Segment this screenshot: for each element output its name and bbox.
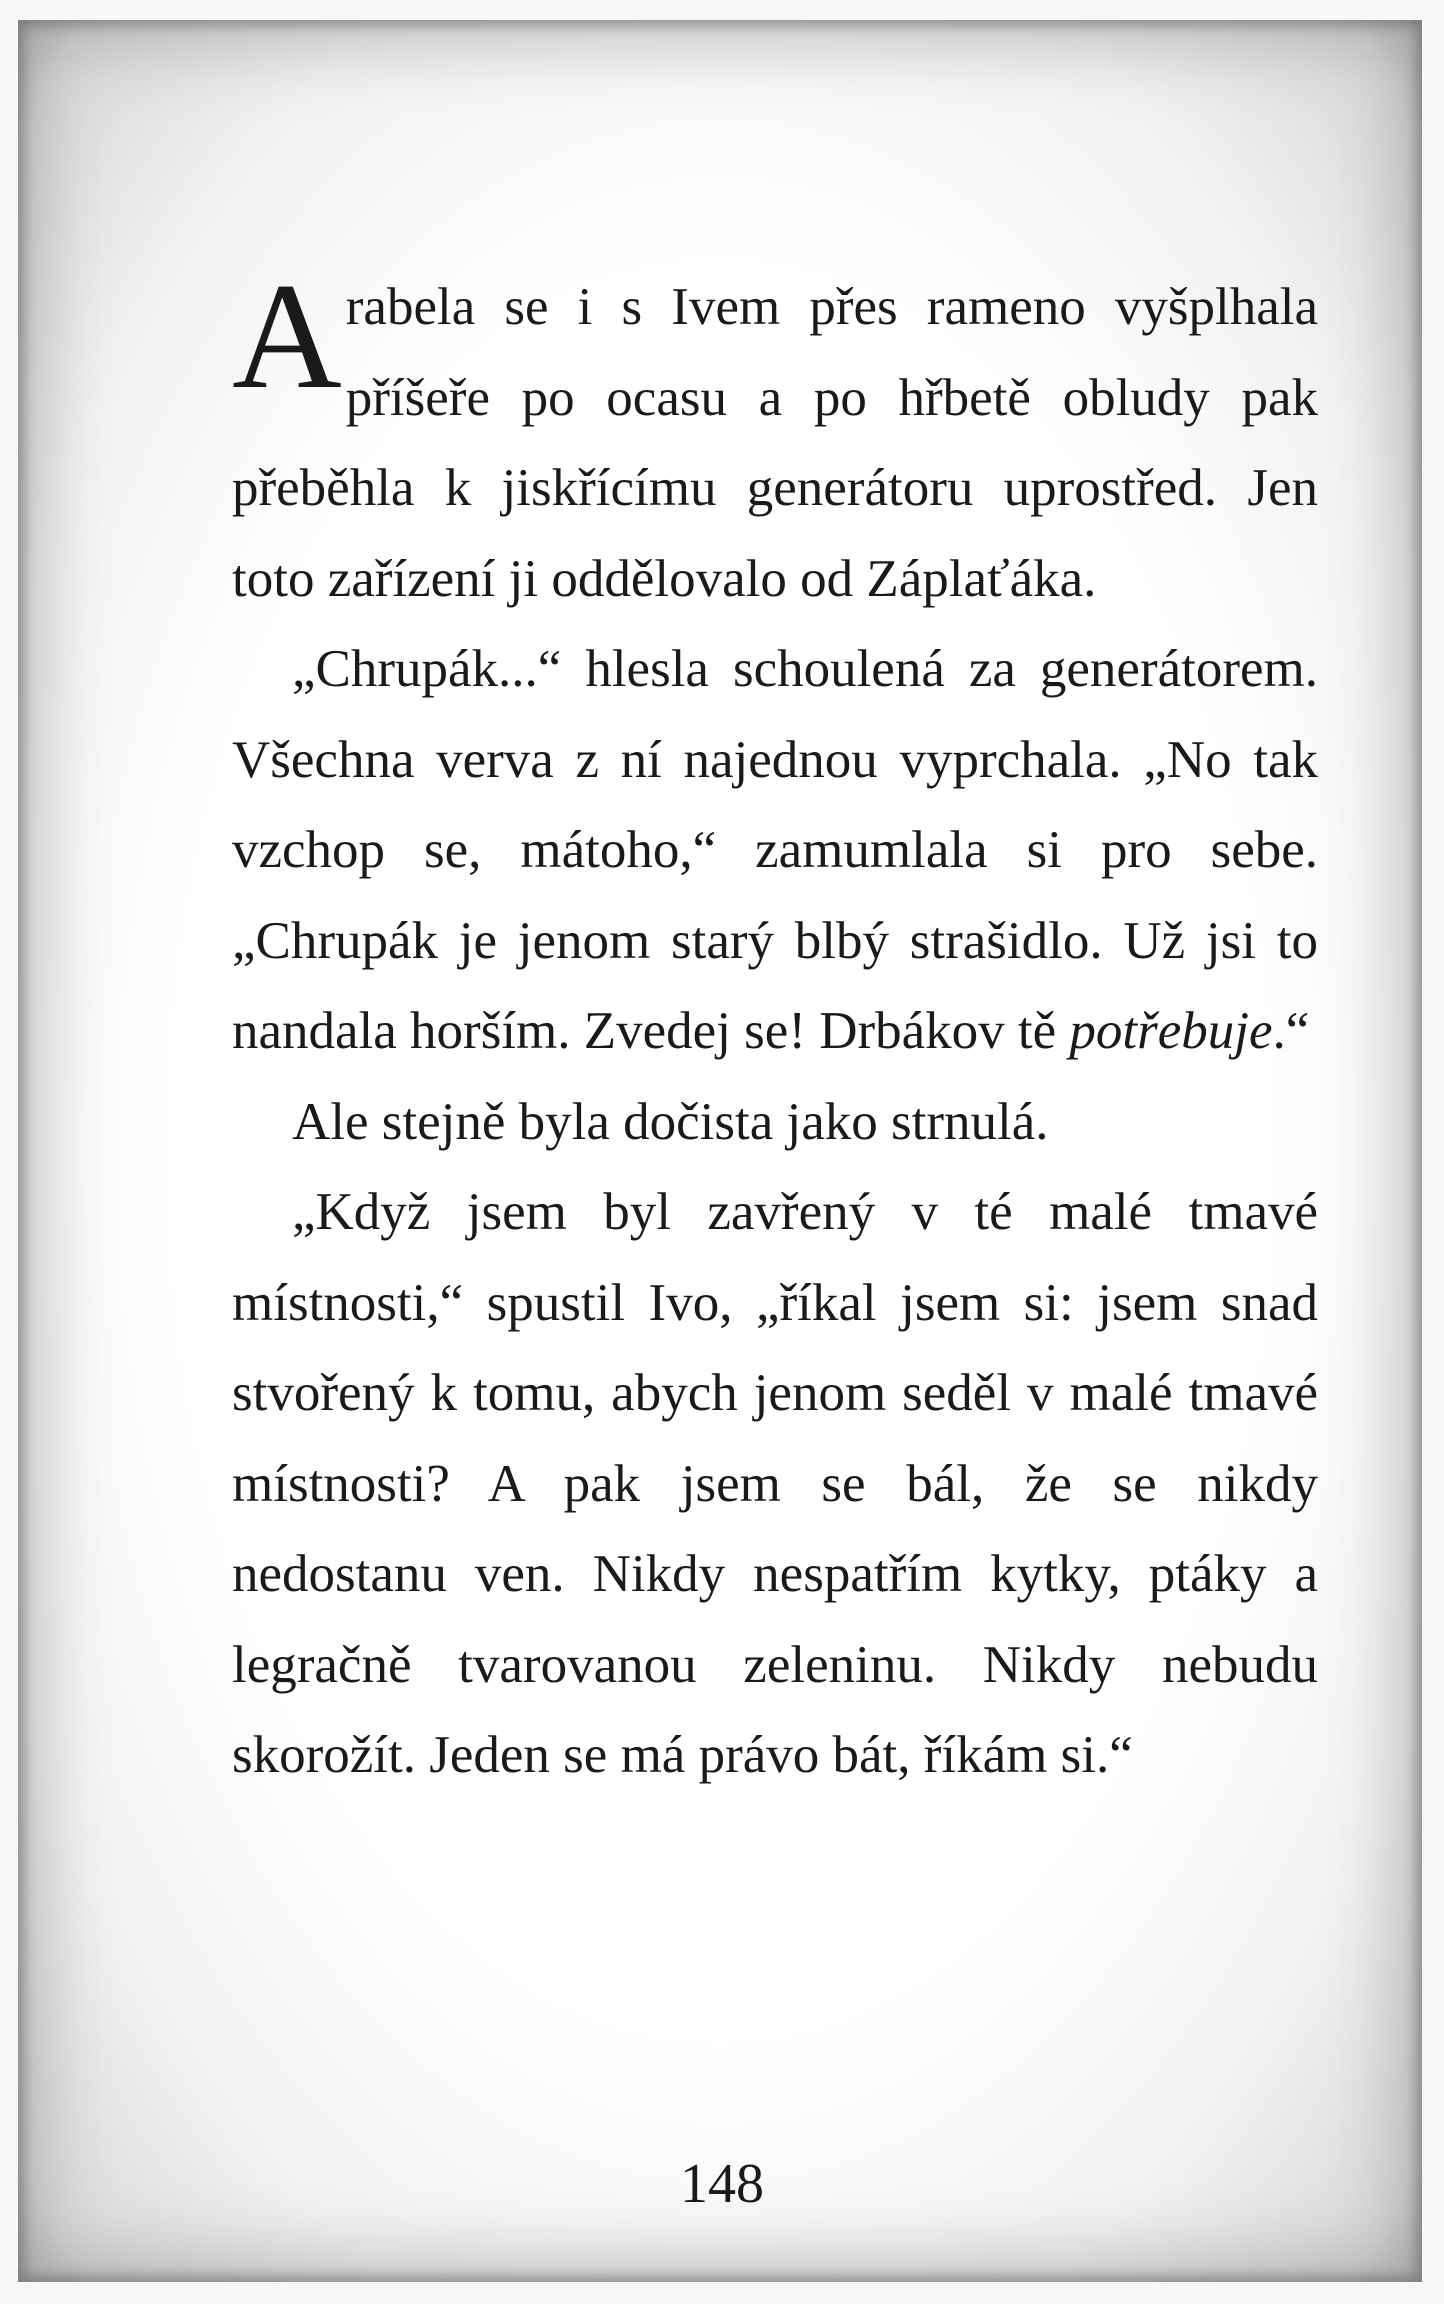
drop-cap: A [232, 252, 342, 420]
paragraph-1 [232, 252, 1318, 624]
paragraph-3 [232, 1077, 1318, 1168]
paragraph-2-italic: potřebuje [1069, 1002, 1273, 1060]
page-number: 148 [680, 2153, 764, 2215]
paragraph-2-tail: .“ [1272, 1002, 1310, 1060]
paragraph-4-text: „Když jsem byl zavřený v té malé tmavé místnosti,“ spustil Ivo, „říkal jsem si: jsem snad stvořený k tomu, abych jenom seděl v malé tmavé místnosti? A pak jsem se bál, že se nikdy nedostanu ven. Nikdy nespatřím kytky, ptáky a legračně tvarovanou zeleninu. Nikdy nebudu skorožít. Jeden se má právo bát, říkám si.“ [232, 1183, 1318, 1784]
body-text [232, 252, 1318, 1801]
paragraph-3-text: Ale stejně byla dočista jako strnulá. [292, 1092, 1049, 1151]
paragraph-1-text: rabela se i s Ivem přes rameno vyšplhala příšeře po ocasu a po hřbetě obludy pak přeběhla k jiskřícímu generátoru uprostřed. Jen toto zařízení ji oddělovalo od Záplaťáka. [232, 278, 1318, 608]
paragraph-2-text: „Chrupák...“ hlesla schoulená za generátorem. Všechna verva z ní najednou vyprchala. „No tak vzchop se, mátoho,“ zamumlala si pro sebe. „Chrupák je jenom starý blbý strašidlo. Už jsi to nandala horším. Zvedej se! Drbákov tě [232, 640, 1318, 1060]
paragraph-2 [232, 624, 1318, 1077]
paragraph-4 [232, 1167, 1318, 1801]
